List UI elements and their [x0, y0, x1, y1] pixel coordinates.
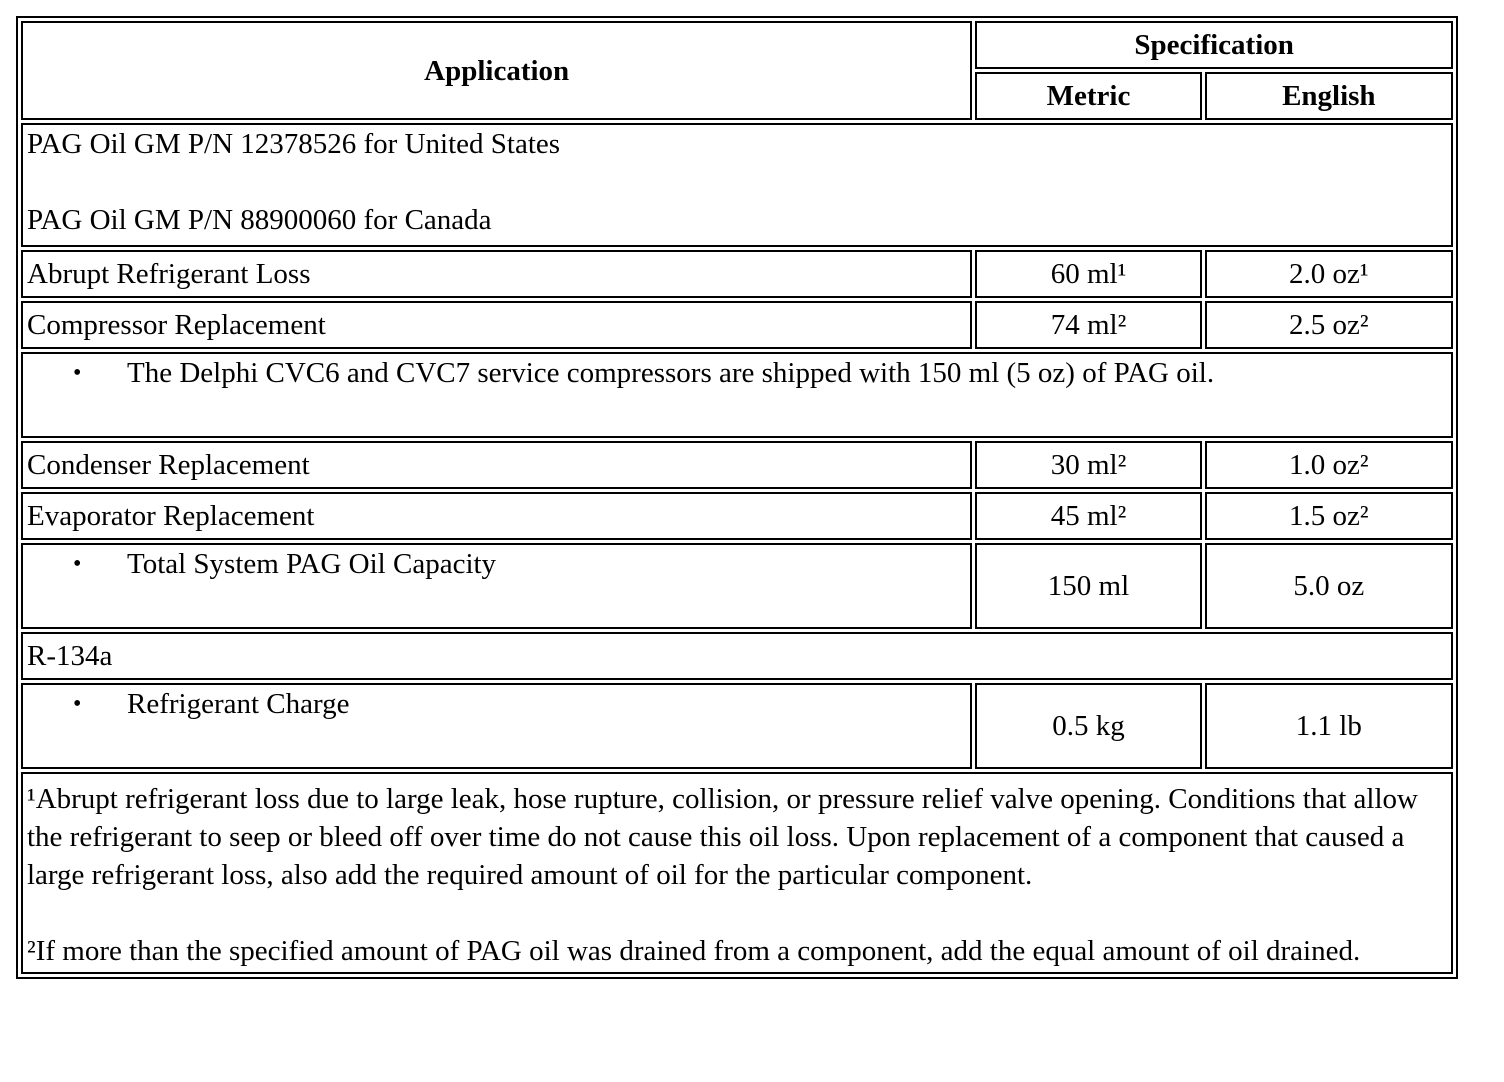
compressor-metric: 74 ml²: [975, 301, 1201, 349]
table-row-abrupt: [21, 250, 1453, 298]
evaporator-metric: 45 ml²: [975, 492, 1201, 540]
charge-label-cell: [21, 683, 972, 769]
abrupt-english: 2.0 oz¹: [1205, 250, 1453, 298]
header-application: Application: [21, 21, 972, 120]
footnote-1: ¹Abrupt refrigerant loss due to large leak, hose rupture, collision, or pressure relief valve opening. Conditions that allow the refrigerant to seep or bleed off over time do not cause this oil loss. Upon replacement of a component that caused a large refrigerant loss, also add the required amount of oil for the particular component.: [27, 783, 1418, 891]
footnotes-cell: [21, 772, 1453, 974]
total-metric: 150 ml: [975, 543, 1201, 629]
total-english: 5.0 oz: [1205, 543, 1453, 629]
table-row-evaporator: [21, 492, 1453, 540]
total-label: Total System PAG Oil Capacity: [127, 548, 497, 580]
pag-oil-us: PAG Oil GM P/N 12378526 for United States: [27, 128, 561, 160]
table-row-total: [21, 543, 1453, 629]
condenser-metric: 30 ml²: [975, 441, 1201, 489]
compressor-note-text: The Delphi CVC6 and CVC7 service compressors are shipped with 150 ml (5 oz) of PAG oil.: [127, 357, 1215, 389]
header-row-1: [21, 21, 1453, 69]
table-row-footnotes: [21, 772, 1453, 974]
spec-table: [18, 18, 1456, 977]
table-row-compressor-note: [21, 352, 1453, 438]
pag-oil-row: [21, 123, 1453, 247]
compressor-note-cell: [21, 352, 1453, 438]
pag-oil-canada: PAG Oil GM P/N 88900060 for Canada: [27, 204, 492, 236]
condenser-english: 1.0 oz²: [1205, 441, 1453, 489]
table-row-refrigerant-type: [21, 632, 1453, 680]
condenser-label: Condenser Replacement: [21, 441, 972, 489]
footnote-2: ²If more than the specified amount of PAG oil was drained from a component, add the equal amount of oil drained.: [27, 935, 1361, 967]
charge-metric: 0.5 kg: [975, 683, 1201, 769]
table-row-compressor: [21, 301, 1453, 349]
header-specification: Specification: [975, 21, 1453, 69]
pag-oil-cell: [21, 123, 1453, 247]
compressor-english: 2.5 oz²: [1205, 301, 1453, 349]
evaporator-label: Evaporator Replacement: [21, 492, 972, 540]
evaporator-english: 1.5 oz²: [1205, 492, 1453, 540]
charge-english: 1.1 lb: [1205, 683, 1453, 769]
header-english: English: [1205, 72, 1453, 120]
bullet-icon: •: [73, 360, 82, 386]
refrigerant-type: R-134a: [21, 632, 1453, 680]
header-metric: Metric: [975, 72, 1201, 120]
table-row-condenser: [21, 441, 1453, 489]
charge-label: Refrigerant Charge: [127, 688, 350, 720]
bullet-icon: •: [73, 691, 82, 717]
bullet-icon: •: [73, 551, 82, 577]
table-row-charge: [21, 683, 1453, 769]
total-label-cell: [21, 543, 972, 629]
compressor-label: Compressor Replacement: [21, 301, 972, 349]
abrupt-label: Abrupt Refrigerant Loss: [21, 250, 972, 298]
spec-table-frame: [16, 16, 1458, 979]
abrupt-metric: 60 ml¹: [975, 250, 1201, 298]
